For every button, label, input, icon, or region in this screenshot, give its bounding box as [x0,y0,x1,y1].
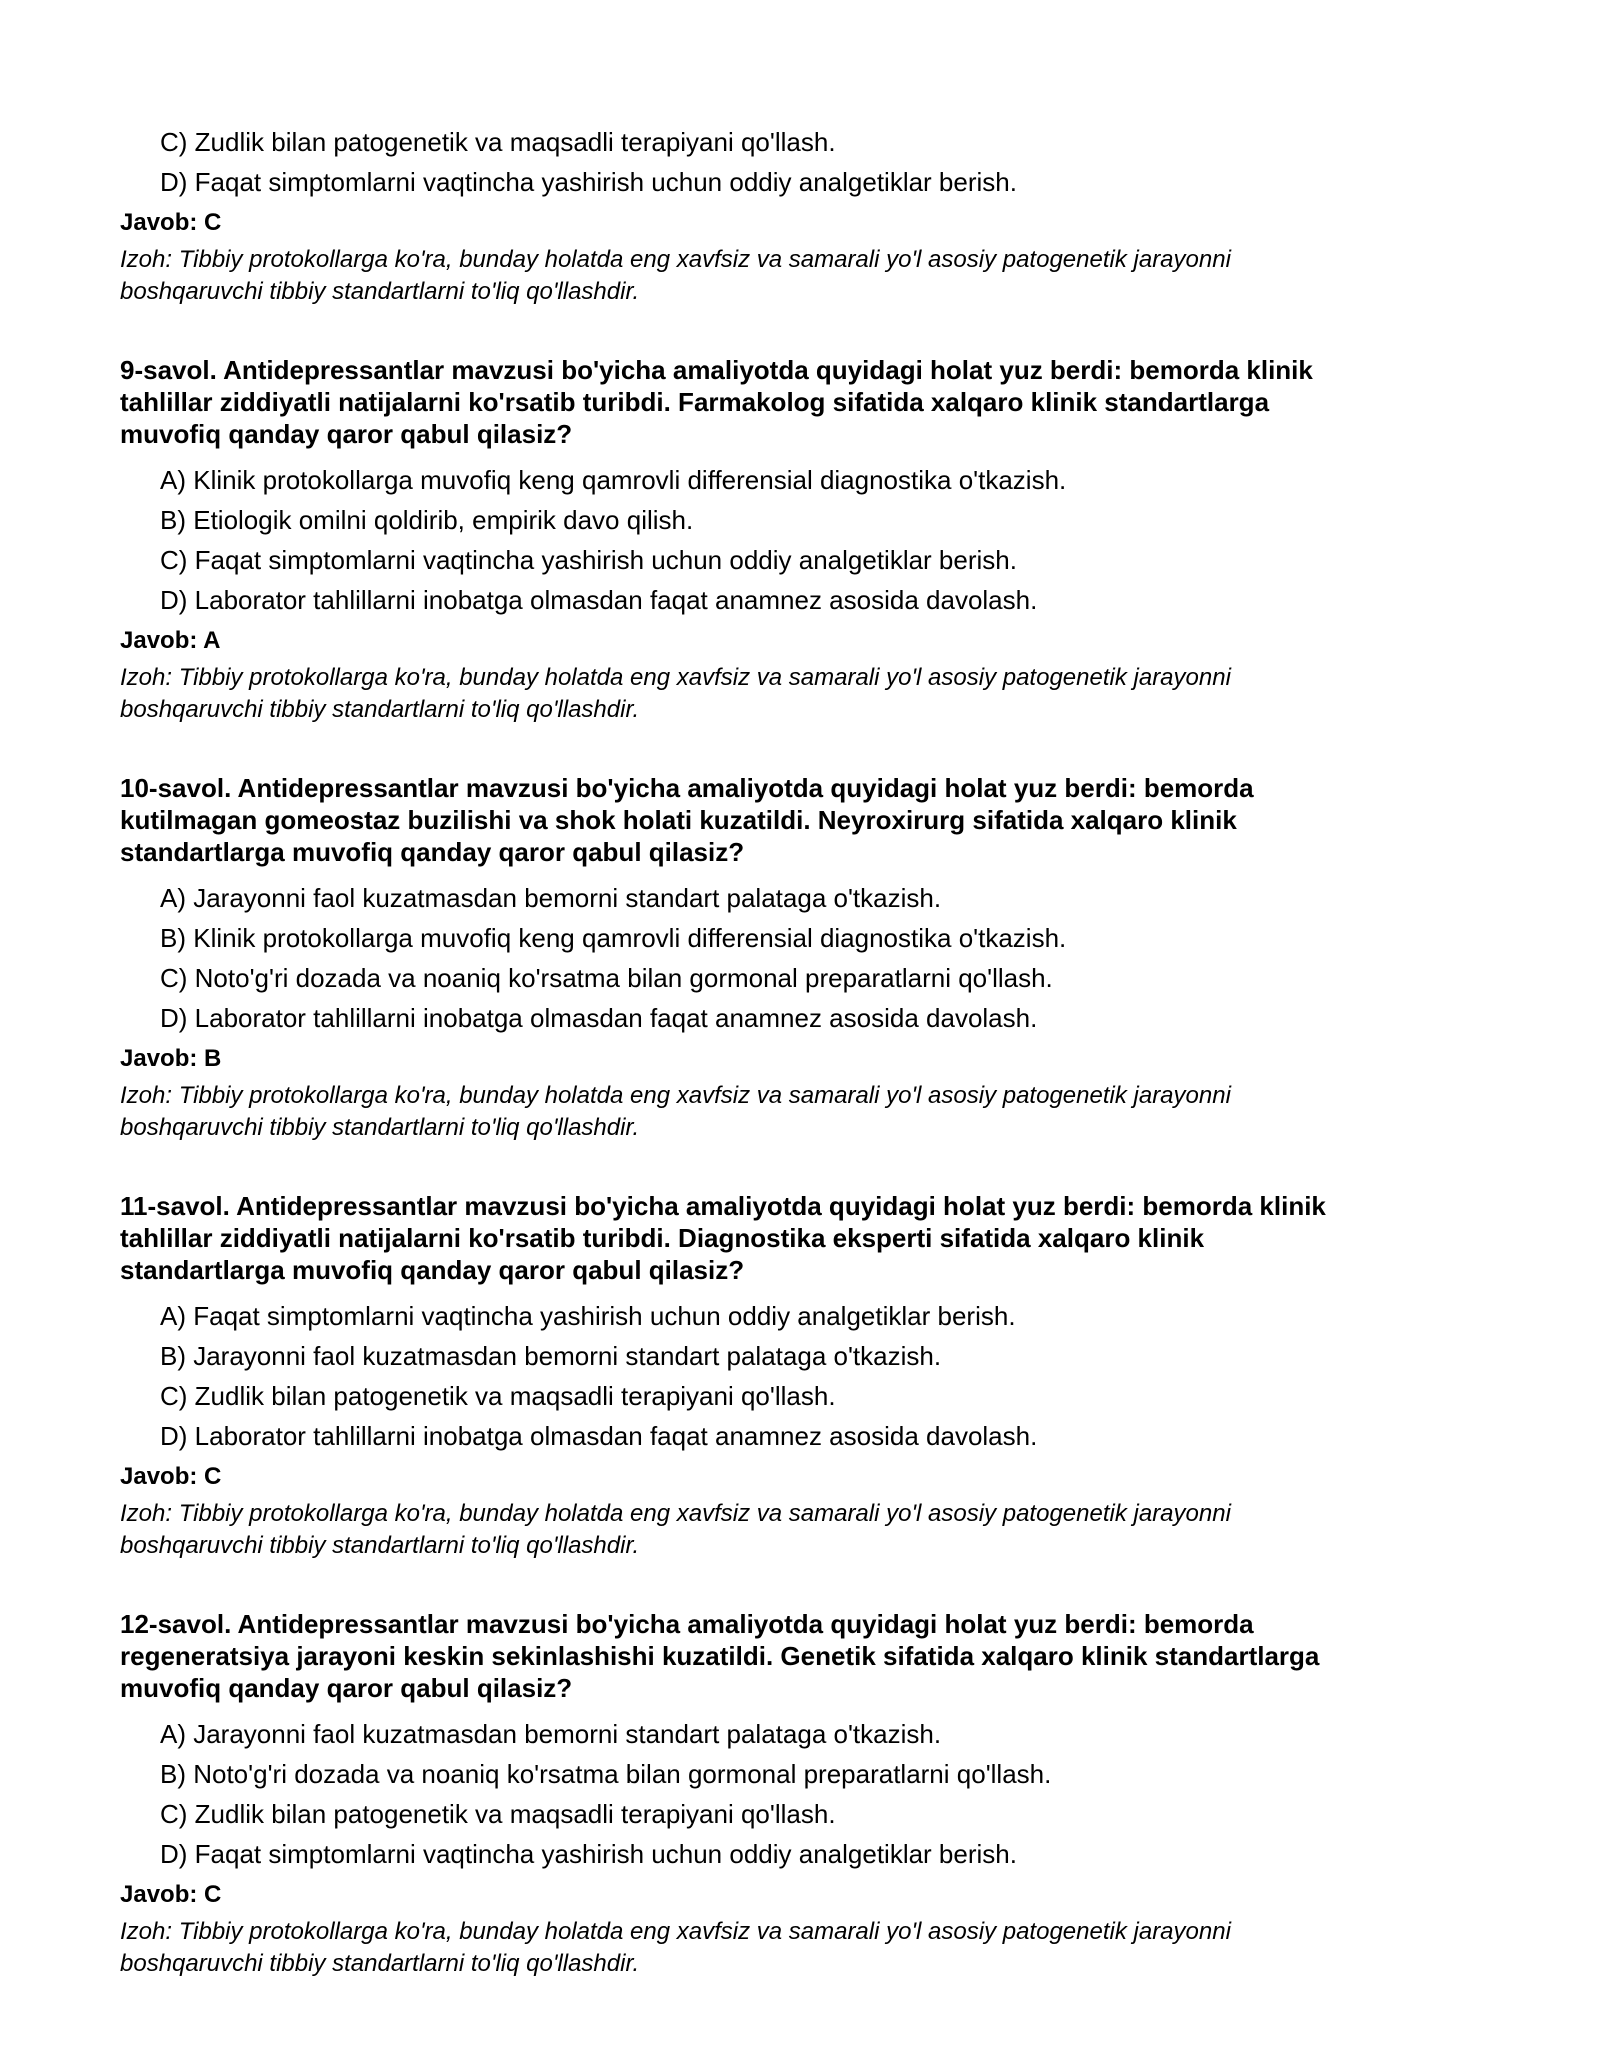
question-line-3: standartlarga muvofiq qanday qaror qabul qilasiz? [120,1255,745,1285]
explanation-line-2: boshqaruvchi tibbiy standartlarni to'liq qo'llashdir. [120,696,640,723]
explanation-line-1: Izoh: Tibbiy protokollarga ko'ra, bunday holatda eng xavfsiz va samarali yo'l asosiy patogenetik jarayonni [120,1918,1231,1945]
question-line-2: kutilmagan gomeostaz buzilishi va shok holati kuzatildi. Neyroxirurg sifatida xalqaro klinik [120,805,1237,835]
question-12 [120,1608,1480,1980]
option-a: A) Jarayonni faol kuzatmasdan bemorni standart palataga o'tkazish. [160,883,942,913]
explanation-line-2: boshqaruvchi tibbiy standartlarni to'liq qo'llashdir. [120,1114,640,1141]
option-a: A) Jarayonni faol kuzatmasdan bemorni standart palataga o'tkazish. [160,1719,942,1749]
question-line-3: standartlarga muvofiq qanday qaror qabul qilasiz? [120,837,745,867]
option-b: B) Etiologik omilni qoldirib, empirik davo qilish. [160,505,694,535]
option-c: C) Zudlik bilan patogenetik va maqsadli terapiyani qo'llash. [160,127,836,157]
explanation-note [120,1498,1480,1562]
explanation-line-1: Izoh: Tibbiy protokollarga ko'ra, bunday holatda eng xavfsiz va samarali yo'l asosiy patogenetik jarayonni [120,664,1231,691]
answer-label: Javob: C [120,1463,222,1490]
option-c: C) Noto'g'ri dozada va noaniq ko'rsatma bilan gormonal preparatlarni qo'llash. [160,963,1053,993]
option-list [120,122,1480,202]
explanation-note [120,244,1480,308]
question-line-2: tahlillar ziddiyatli natijalarni ko'rsatib turibdi. Farmakolog sifatida xalqaro klinik standartlarga [120,387,1270,417]
explanation-note [120,1916,1480,1980]
option-d: D) Faqat simptomlarni vaqtincha yashirish uchun oddiy analgetiklar berish. [160,167,1017,197]
explanation-note [120,1080,1480,1144]
option-c: C) Faqat simptomlarni vaqtincha yashirish uchun oddiy analgetiklar berish. [160,545,1017,575]
explanation-line-1: Izoh: Tibbiy protokollarga ko'ra, bunday holatda eng xavfsiz va samarali yo'l asosiy patogenetik jarayonni [120,1082,1231,1109]
explanation-line-2: boshqaruvchi tibbiy standartlarni to'liq qo'llashdir. [120,1950,640,1977]
answer-label: Javob: B [120,1045,222,1072]
option-d: D) Laborator tahlillarni inobatga olmasdan faqat anamnez asosida davolash. [160,1421,1038,1451]
option-list [120,460,1480,620]
option-list [120,1296,1480,1456]
option-c: C) Zudlik bilan patogenetik va maqsadli terapiyani qo'llash. [160,1799,836,1829]
question-11 [120,1190,1480,1562]
explanation-line-2: boshqaruvchi tibbiy standartlarni to'liq qo'llashdir. [120,1532,640,1559]
answer-label: Javob: C [120,209,222,236]
option-a: A) Faqat simptomlarni vaqtincha yashirish uchun oddiy analgetiklar berish. [160,1301,1016,1331]
question-9 [120,354,1480,726]
question-text [120,772,1480,868]
explanation-line-1: Izoh: Tibbiy protokollarga ko'ra, bunday holatda eng xavfsiz va samarali yo'l asosiy patogenetik jarayonni [120,1500,1231,1527]
question-line-1: 10-savol. Antidepressantlar mavzusi bo'yicha amaliyotda quyidagi holat yuz berdi: bemorda [120,773,1254,803]
answer-label: Javob: A [120,627,221,654]
option-list [120,878,1480,1038]
explanation-note [120,662,1480,726]
explanation-line-1: Izoh: Tibbiy protokollarga ko'ra, bunday holatda eng xavfsiz va samarali yo'l asosiy patogenetik jarayonni [120,246,1231,273]
question-10 [120,772,1480,1144]
question-text [120,1190,1480,1286]
option-b: B) Klinik protokollarga muvofiq keng qamrovli differensial diagnostika o'tkazish. [160,923,1067,953]
question-text [120,1608,1480,1704]
option-a: A) Klinik protokollarga muvofiq keng qamrovli differensial diagnostika o'tkazish. [160,465,1067,495]
option-b: B) Jarayonni faol kuzatmasdan bemorni standart palataga o'tkazish. [160,1341,942,1371]
option-b: B) Noto'g'ri dozada va noaniq ko'rsatma bilan gormonal preparatlarni qo'llash. [160,1759,1052,1789]
option-c: C) Zudlik bilan patogenetik va maqsadli terapiyani qo'llash. [160,1381,836,1411]
question-line-2: regeneratsiya jarayoni keskin sekinlashishi kuzatildi. Genetik sifatida xalqaro klinik standartlarga [120,1641,1320,1671]
option-list [120,1714,1480,1874]
question-line-2: tahlillar ziddiyatli natijalarni ko'rsatib turibdi. Diagnostika eksperti sifatida xalqaro klinik [120,1223,1205,1253]
answer-label: Javob: C [120,1881,222,1908]
option-d: D) Laborator tahlillarni inobatga olmasdan faqat anamnez asosida davolash. [160,1003,1038,1033]
option-d: D) Laborator tahlillarni inobatga olmasdan faqat anamnez asosida davolash. [160,585,1038,615]
question-line-1: 11-savol. Antidepressantlar mavzusi bo'yicha amaliyotda quyidagi holat yuz berdi: bemorda klinik [120,1191,1326,1221]
question-8-continuation [120,122,1480,308]
option-d: D) Faqat simptomlarni vaqtincha yashirish uchun oddiy analgetiklar berish. [160,1839,1017,1869]
question-line-1: 12-savol. Antidepressantlar mavzusi bo'yicha amaliyotda quyidagi holat yuz berdi: bemorda [120,1609,1254,1639]
question-line-3: muvofiq qanday qaror qabul qilasiz? [120,1673,573,1703]
explanation-line-2: boshqaruvchi tibbiy standartlarni to'liq qo'llashdir. [120,278,640,305]
question-line-3: muvofiq qanday qaror qabul qilasiz? [120,419,573,449]
question-line-1: 9-savol. Antidepressantlar mavzusi bo'yicha amaliyotda quyidagi holat yuz berdi: bemorda klinik [120,355,1313,385]
question-text [120,354,1480,450]
